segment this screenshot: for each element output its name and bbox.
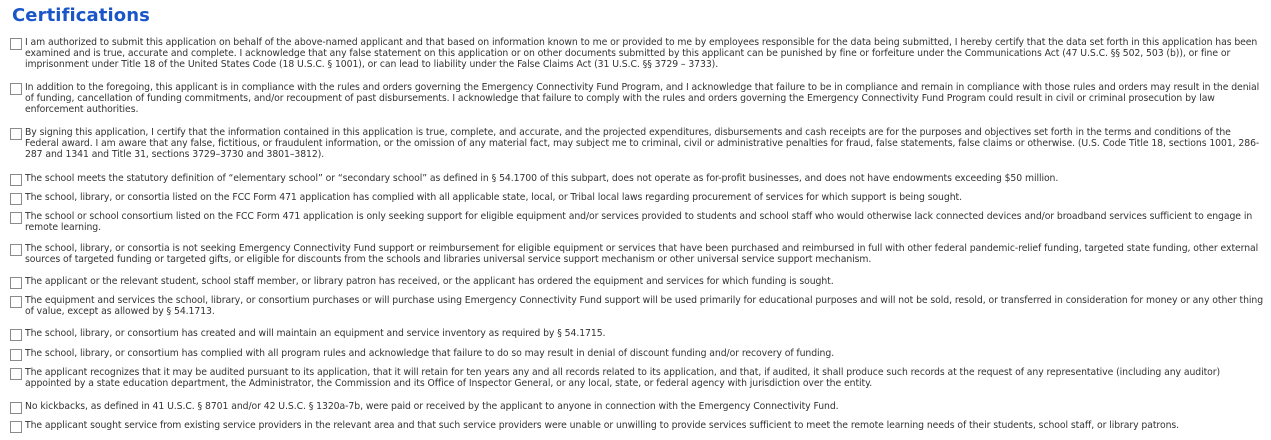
certification-checkbox[interactable] xyxy=(10,244,22,256)
certification-checkbox[interactable] xyxy=(10,277,22,289)
certification-item xyxy=(10,211,1266,233)
certification-checkbox[interactable] xyxy=(10,421,22,433)
certification-text: The applicant or the relevant student, school staff member, or library patron has received, or the applicant has ordered the equipment and services for which funding is sought. xyxy=(25,276,834,287)
certification-item xyxy=(10,367,1266,389)
certification-checkbox[interactable] xyxy=(10,212,22,224)
certification-text: The school or school consortium listed on the FCC Form 471 application is only seeking support for eligible equipment and/or services provided to students and school staff who would otherwise lack connected devices and/or broadband services sufficient to engage in remote learning. xyxy=(25,211,1253,234)
certification-item xyxy=(10,243,1266,265)
certification-text: In addition to the foregoing, this applicant is in compliance with the rules and orders governing the Emergency Connectivity Fund Program, and I acknowledge that failure to be in compliance and remain in compliance with those rules and orders may result in the denial of funding, cancellation of funding commitments, and/or recoupment of past disbursements. I acknowledge that failure to comply with the rules and orders governing the Emergency Connectivity Fund Program could result in civil or criminal prosecution by law enforcement authorities. xyxy=(25,82,1260,116)
certification-checkbox[interactable] xyxy=(10,368,22,380)
section-title: Certifications xyxy=(12,5,150,26)
certification-checkbox[interactable] xyxy=(10,174,22,186)
certification-text: The equipment and services the school, library, or consortium purchases or will purchase using Emergency Connectivity Fund support will be used primarily for educational purposes and will not be sold, resold, or transferred in consideration for money or any other thing of value, except as allowed by § 54.1713. xyxy=(25,295,1264,318)
certification-text: I am authorized to submit this application on behalf of the above-named applicant and that based on information known to me or provided to me by employees responsible for the data being submitted, I hereby certify that the data set forth in this application has been examined and is true, accurate and complete. I acknowledge that any false statement on this application or on other documents submitted by this applicant can be punished by fine or forfeiture under the Communications Act (47 U.S.C. §§ 502, 503 (b)), or fine or imprisonment under Title 18 of the United States Code (18 U.S.C. § 1001), or can lead to liability under the False Claims Act (31 U.S.C. §§ 3729 – 3733). xyxy=(25,37,1258,71)
certification-text: The school, library, or consortium has complied with all program rules and acknowledge that failure to do so may result in denial of discount funding and/or recovery of funding. xyxy=(25,348,835,359)
certification-text: The school meets the statutory definition of “elementary school” or “secondary school” as defined in § 54.1700 of this subpart, does not operate as for-profit businesses, and does not have endowments exceeding $50 million. xyxy=(25,173,1059,184)
certification-checkbox[interactable] xyxy=(10,193,22,205)
certification-item xyxy=(10,127,1266,160)
certification-item xyxy=(10,401,1266,414)
certification-checkbox[interactable] xyxy=(10,83,22,95)
certification-item xyxy=(10,192,1266,205)
certification-checkbox[interactable] xyxy=(10,296,22,308)
certification-checkbox[interactable] xyxy=(10,128,22,140)
certification-text: The school, library, or consortium has created and will maintain an equipment and service inventory as required by § 54.1715. xyxy=(25,328,606,339)
certification-text: The applicant sought service from existing service providers in the relevant area and that such service providers were unable or unwilling to provide services sufficient to meet the remote learning needs of their students, school staff, or library patrons. xyxy=(25,420,1180,431)
certification-text: The school, library, or consortia listed on the FCC Form 471 application has complied with all applicable state, local, or Tribal local laws regarding procurement of services for which support is being sought. xyxy=(25,192,962,203)
certification-item xyxy=(10,420,1266,433)
certification-checkbox[interactable] xyxy=(10,329,22,341)
certification-text: No kickbacks, as defined in 41 U.S.C. § 8701 and/or 42 U.S.C. § 1320a-7b, were paid or received by the applicant to anyone in connection with the Emergency Connectivity Fund. xyxy=(25,401,839,412)
certification-item xyxy=(10,328,1266,341)
certification-text: The school, library, or consortia is not seeking Emergency Connectivity Fund support or reimbursement for eligible equipment or services that have been purchased and reimbursed in full with other federal pandemic-relief funding, targeted state funding, other external sources of targeted funding or targeted gifts, or eligible for discounts from the schools and libraries universal service support mechanism or other universal service support mechanism. xyxy=(25,243,1259,266)
certification-text: The applicant recognizes that it may be audited pursuant to its application, that it will retain for ten years any and all records related to its application, and that, if audited, it shall produce such records at the request of any representative (including any auditor) appointed by a state education department, the Administrator, the Commission and its Office of Inspector General, or any local, state, or federal agency with jurisdiction over the entity. xyxy=(25,367,1221,390)
certification-checkbox[interactable] xyxy=(10,349,22,361)
certification-item xyxy=(10,82,1266,115)
certification-item xyxy=(10,173,1266,186)
certification-checkbox[interactable] xyxy=(10,38,22,50)
certification-item xyxy=(10,295,1266,317)
certification-item xyxy=(10,348,1266,361)
certification-item xyxy=(10,276,1266,289)
certification-checkbox[interactable] xyxy=(10,402,22,414)
certification-text: By signing this application, I certify that the information contained in this application is true, complete, and accurate, and the projected expenditures, disbursements and cash receipts are for the purposes and objectives set forth in the terms and conditions of the Federal award. I am aware that any false, fictitious, or fraudulent information, or the omission of any material fact, may subject me to criminal, civil or administrative penalties for fraud, false statements, false claims or otherwise. (U.S. Code Title 18, sections 1001, 286-287 and 1341 and Title 31, sections 3729–3730 and 3801–3812). xyxy=(25,127,1260,161)
certification-item xyxy=(10,37,1266,70)
